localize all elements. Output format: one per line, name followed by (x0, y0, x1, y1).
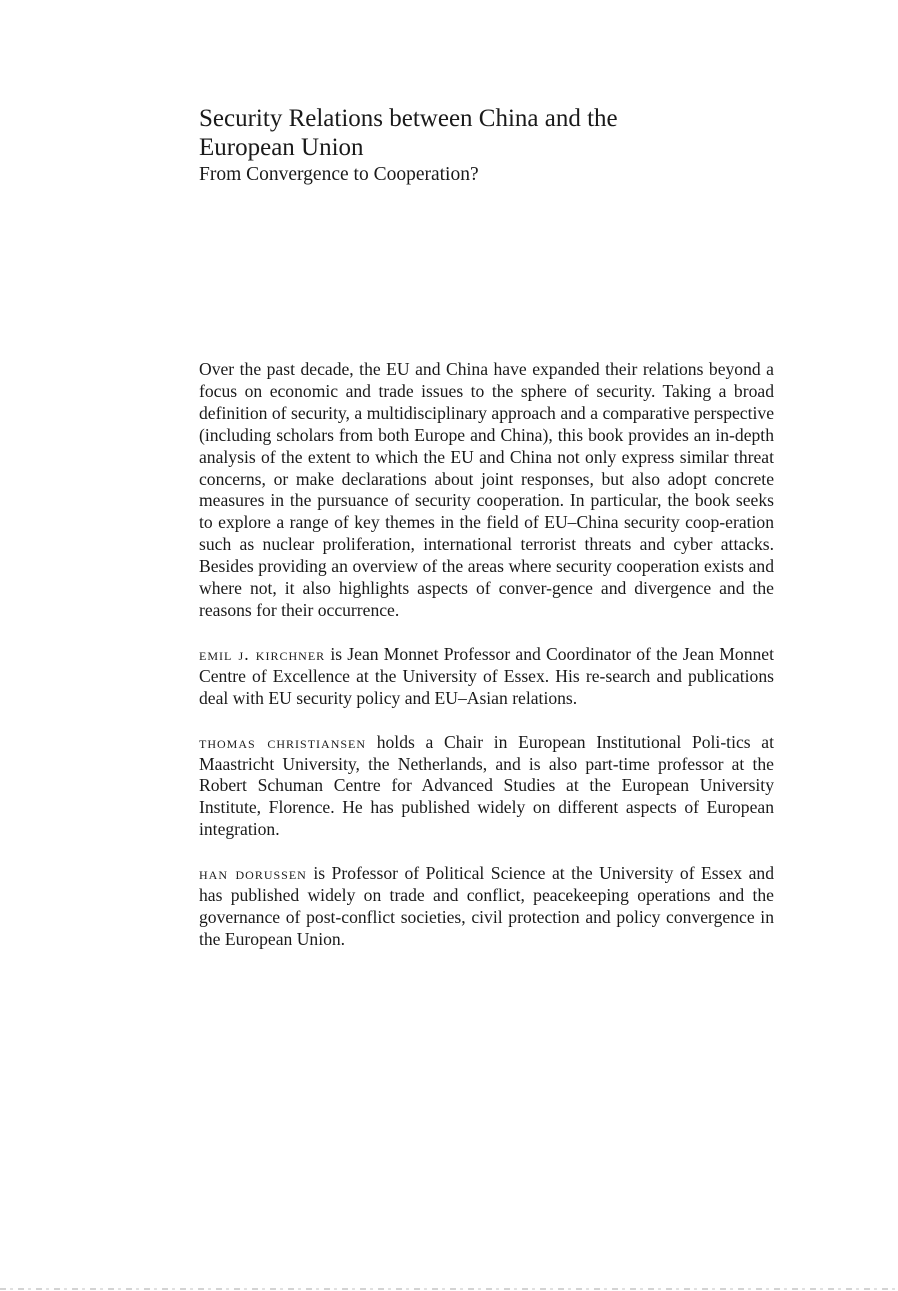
author-name-1: emil j. kirchner (199, 643, 326, 664)
author-bio-1 (199, 644, 774, 710)
title-block (199, 104, 774, 188)
blurb-body (199, 359, 774, 973)
book-subtitle: From Convergence to Cooperation? (199, 164, 479, 185)
author-bio-text-1: is Jean Monnet Professor and Coordinator of the Jean Monnet Centre of Excellence at the University of Essex. His re-search and publications deal with EU security policy and EU–Asian relations. (199, 643, 774, 708)
book-title: Security Relations between China and the European Union (199, 105, 618, 161)
author-bio-text-2: holds a Chair in European Institutional Poli-tics at Maastricht University, the Netherlands, and is also part-time professor at the Robert Schuman Centre for Advanced Studies at the European University Institute, Florence. He has published widely on different aspects of European integration. (199, 731, 774, 840)
author-bio-2 (199, 732, 774, 842)
bleed-through-strip (0, 1285, 898, 1291)
author-name-2: thomas christiansen (199, 731, 367, 752)
author-bio-text-3: is Professor of Political Science at the University of Essex and has published widely on trade and conflict, peacekeeping operations and the governance of post-conflict societies, civil protection and policy convergence in the European Union. (199, 863, 774, 949)
book-description: Over the past decade, the EU and China have expanded their relations beyond a focus on economic and trade issues to the sphere of security. Taking a broad definition of security, a multidisciplinary approach and a comparative perspective (including scholars from both Europe and China), this book provides an in-depth analysis of the extent to which the EU and China not only express similar threat concerns, or make declarations about joint responses, but also adopt concrete measures in the pursuance of security cooperation. In particular, the book seeks to explore a range of key themes in the field of EU–China security coop-eration such as nuclear proliferation, international terrorist threats and cyber attacks. Besides providing an overview of the areas where security cooperation exists and where not, it also highlights aspects of conver-gence and divergence and the reasons for their occurrence. (199, 359, 774, 620)
author-bio-3 (199, 863, 774, 951)
author-name-3: han dorussen (199, 863, 307, 884)
